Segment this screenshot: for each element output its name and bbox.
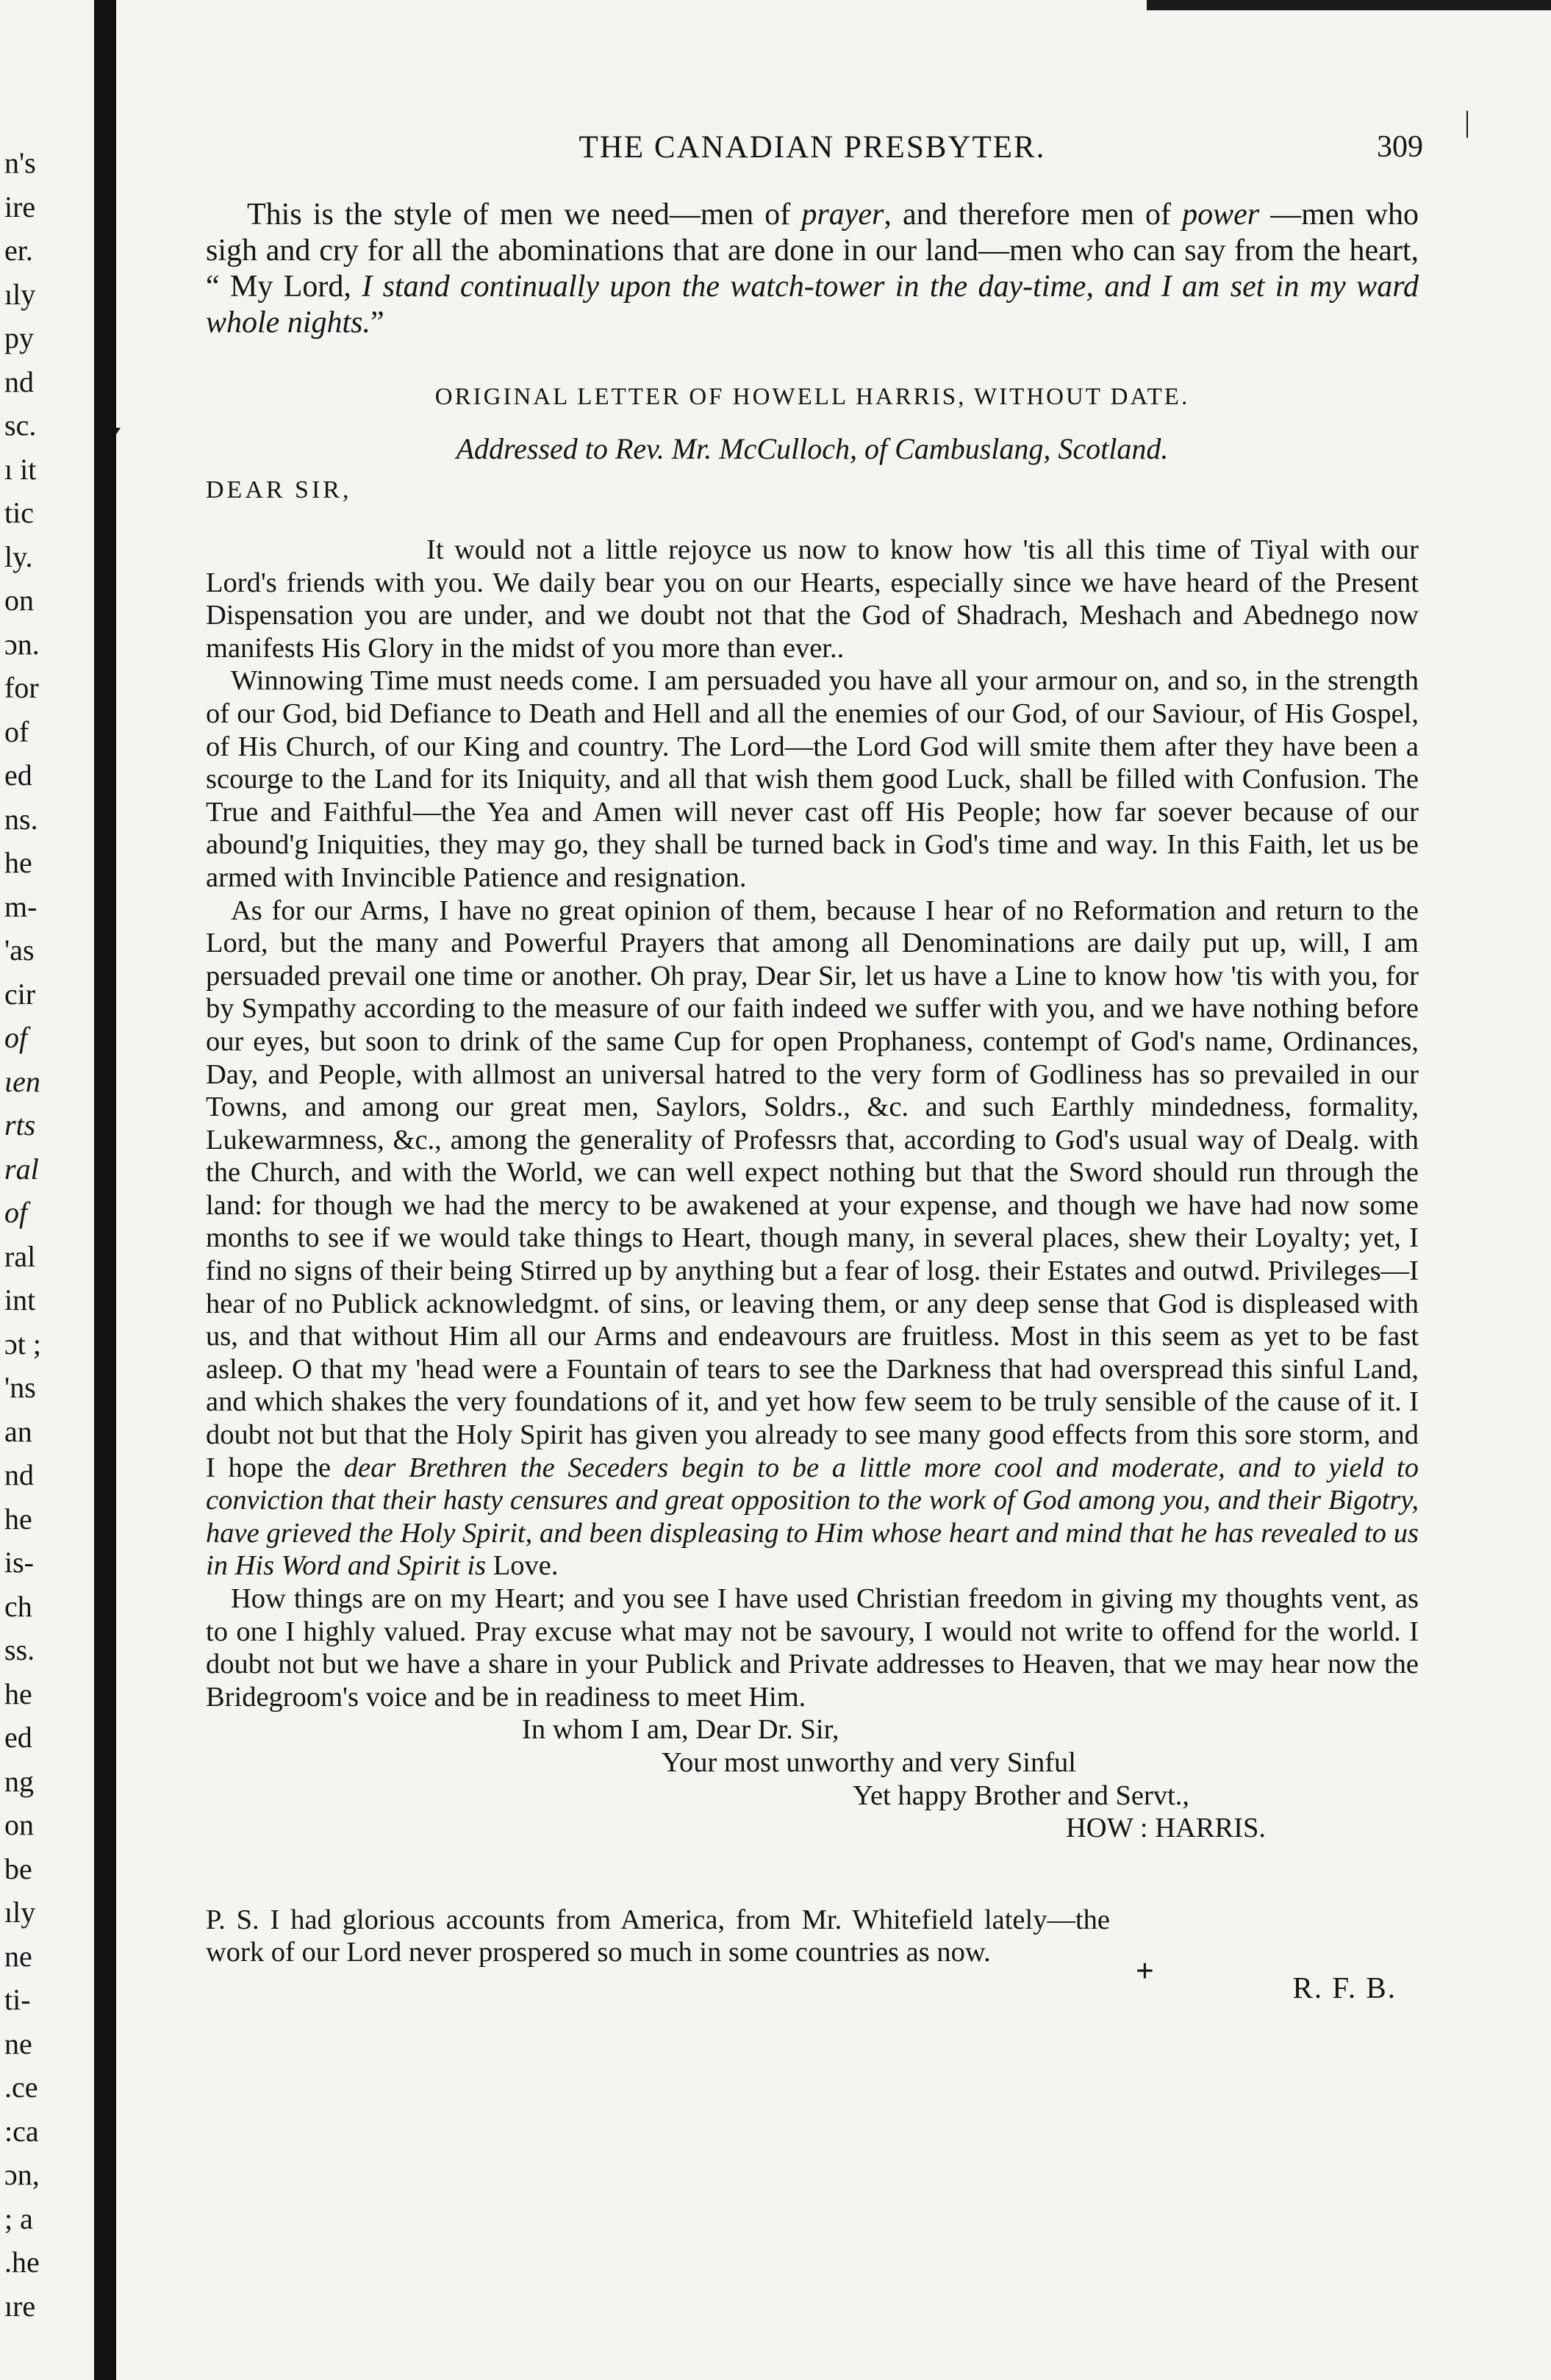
paragraph-3-love: Love. [486, 1550, 559, 1582]
margin-fragment: tic [4, 496, 34, 529]
running-title: THE CANADIAN PRESBYTER. [579, 130, 1046, 165]
margin-tick-mark: | [1464, 105, 1470, 138]
quote-italic: I stand continually upon the watch-tower in the day-time, and I am set in my ward whole nights. [206, 270, 1419, 340]
letter-caption: ORIGINAL LETTER OF HOWELL HARRIS, WITHOUT DATE. [434, 384, 1190, 410]
margin-fragment: ly. [4, 540, 33, 573]
letter-address: Addressed to Rev. Mr. McCulloch, of Cambuslang, Scotland. [456, 432, 1169, 465]
top-scan-edge [1147, 0, 1551, 10]
letter-paragraph-1: It would not a little rejoyce us now to know how 'tis all this time of Tiyal with our Lord's friends with you. We daily bear you on our Hearts, especially since we have heard of the Present Dispensation you are under, and we doubt not that the God of Shadrach, Meshach and Abednego now manifests His Glory in the midst of you more than ever.. [206, 534, 1419, 664]
closing-line-2: Your most unworthy and very Sinful [662, 1746, 1076, 1778]
margin-fragment: ed [4, 1721, 32, 1754]
page-number: 309 [1377, 130, 1423, 164]
margin-fragment: ns. [4, 802, 38, 836]
quote-text-3: —men who sigh and cry for all the abominations that are done in our land—men who can say from the heart, “ My Lord, [206, 198, 1419, 304]
margin-fragment: py [4, 321, 34, 354]
margin-fragment: ; a [4, 2201, 33, 2235]
signature: HOW : HARRIS. [1066, 1813, 1267, 1844]
margin-fragment: .he [4, 2245, 40, 2279]
margin-fragment: ti- [4, 1983, 31, 2016]
margin-fragment: er. [4, 234, 33, 267]
margin-fragment: int [4, 1283, 36, 1316]
binding-gutter [94, 0, 116, 2380]
page-header [206, 105, 1470, 181]
quote-prayer: prayer [801, 198, 884, 232]
margin-fragment: ɔn. [4, 627, 40, 661]
cross-mark: + [1135, 1952, 1154, 1989]
paragraph-3-italic: dear Brethren the Seceders begin to be a little more cool and moderate, and to yield to conviction that their hasty censures and great opposition to the work of God among you, and their Bigotry, have grieved the Holy Spirit, and been displeasing to Him whose heart and mind that he has revealed to us in His Word and Spirit is [206, 1452, 1419, 1582]
margin-fragment: be [4, 1852, 32, 1885]
margin-fragment: ιen [4, 1064, 40, 1098]
margin-fragment: rts [4, 1108, 36, 1141]
margin-fragment: of [4, 1021, 28, 1054]
margin-fragment: ıre [4, 2289, 36, 2323]
page [206, 105, 1470, 2004]
quote-text-4: ” [370, 306, 384, 340]
margin-fragment: ne [4, 1939, 32, 1973]
margin-fragment: m- [4, 889, 37, 923]
quote-power: power [1182, 198, 1260, 232]
margin-fragment: :ca [4, 2114, 39, 2148]
margin-fragment: of [4, 714, 29, 748]
editor-initials: R. F. B. [1292, 1970, 1397, 2004]
margin-fragment: ɔt ; [4, 1327, 41, 1361]
margin-fragment: he [4, 1677, 32, 1710]
margin-fragment: for [4, 671, 39, 704]
margin-fragment: ch [4, 1589, 32, 1623]
salutation: DEAR SIR, [206, 476, 352, 503]
margin-fragment: ral [4, 1239, 36, 1273]
margin-fragment: on [4, 584, 34, 617]
margin-fragment: ıly [4, 1896, 36, 1929]
margin-fragment: on [4, 1808, 34, 1841]
margin-fragment: sc. [4, 409, 37, 442]
margin-fragment: he [4, 846, 32, 879]
margin-fragment: ed [4, 759, 32, 792]
margin-fragment: ire [4, 190, 36, 223]
margin-fragment: is- [4, 1546, 34, 1579]
margin-fragment: 'as [4, 933, 35, 967]
closing-line-1: In whom I am, Dear Dr. Sir, [522, 1714, 839, 1746]
margin-fragment: ng [4, 1764, 34, 1798]
margin-fragment: he [4, 1502, 32, 1535]
margin-fragment: an [4, 1414, 32, 1448]
postscript [206, 1904, 1419, 2004]
postscript-text: P. S. I had glorious accounts from America, from Mr. Whitefield lately—the work of our Lord never prospered so much in some countries as now. [206, 1904, 1110, 1968]
margin-fragment: .ce [4, 2071, 38, 2104]
margin-fragment: of [4, 1196, 28, 1229]
margin-fragment: nd [4, 1458, 34, 1491]
quote-text-2: , and therefore men of [884, 198, 1183, 232]
closing-line-3: Yet happy Brother and Servt., [853, 1779, 1190, 1811]
letter-paragraph-2: Winnowing Time must needs come. I am persuaded you have all your armour on, and so, in the strength of our God, bid Defiance to Death and Hell and all the enemies of our God, of our Saviour, of His Gospel, of His Church, of our King and country. The Lord—the Lord God will smite them after they have been a scourge to the Land for its Iniquity, and all that wish them good Luck, shall be filled with Confusion. The True and Faithful—the Yea and Amen will never cast off His People; how far soever because of our abound'g Iniquities, they may go, they shall be turned back in God's time and way. In this Faith, let us be armed with Invincible Patience and resignation. [206, 665, 1419, 893]
gutter-notch [103, 428, 121, 441]
margin-fragment: ı it [4, 452, 37, 486]
opening-paragraph [206, 197, 1419, 341]
closing [206, 1713, 1419, 1844]
margin-fragment: ral [4, 1152, 39, 1186]
letter-paragraph-3 [206, 895, 1419, 1583]
margin-fragment: n's [4, 146, 36, 179]
letter-body [206, 534, 1419, 1713]
margin-fragment: 'ns [4, 1371, 36, 1404]
letter-paragraph-4: How things are on my Heart; and you see I have used Christian freedom in giving my thoughts vent, as to one I highly valued. Pray excuse what may not be savoury, I would not write to offend for the world. I doubt not but we have a share in your Publick and Private addresses to Heaven, that we may hear now the Bridegroom's voice and be in readiness to meet Him. [206, 1583, 1419, 1713]
margin-fragment: ss. [4, 1633, 35, 1666]
margin-fragment: nd [4, 365, 34, 398]
paragraph-3-text: As for our Arms, I have no great opinion of them, because I hear of no Reformation and return to the Lord, but the many and Powerful Prayers that among all Denominations are daily put up, will, I am persuaded prevail one time or another. Oh pray, Dear Sir, let us have a Line to know how 'tis with you, for by Sympathy according to the measure of our faith indeed we suffer with you, and we have nothing before our eyes, but soon to drink of the same Cup for open Prophaness, contempt of God's name, Ordinances, Day, and People, with allmost an universal hatred to the very form of Godliness has so prevailed in our Towns, and among our great men, Saylors, Soldrs., &c. and such Earthly mindedness, formality, Lukewarmness, &c., among the generality of Professrs that, according to God's usual way of Dealg. with the Church, and with the World, we can well expect nothing but that the Sword should run through the land: for though we had the mercy to be awakened at your expense, and though we have had now some months to see if we would take things to Heart, though many, in several places, shew their Loyalty; yet, I find no signs of their being Stirred up by anything but a fear of losg. their Estates and outwd. Privileges—I hear of no Publick acknowledgmt. of sins, or leaving them, or any deep sense that God is displeased with us, and that without Him all our Arms and endeavours are fruitless. Most in this seem as yet to be fast asleep. O that my 'head were a Fountain of tears to see the Darkness that had overspread this sinful Land, and which shakes the very foundations of it, and yet how few seem to be truly sensible of the cause of it. I doubt not but that the Holy Spirit has given you already to see many good effects from this sore storm, and I hope the [206, 895, 1419, 1483]
margin-fragment: ɔn, [4, 2158, 40, 2191]
margin-fragment: ne [4, 2026, 32, 2060]
quote-text-1: This is the style of men we need—men of [247, 198, 802, 232]
margin-fragment: cir [4, 977, 36, 1011]
margin-fragment: ıly [4, 277, 36, 311]
